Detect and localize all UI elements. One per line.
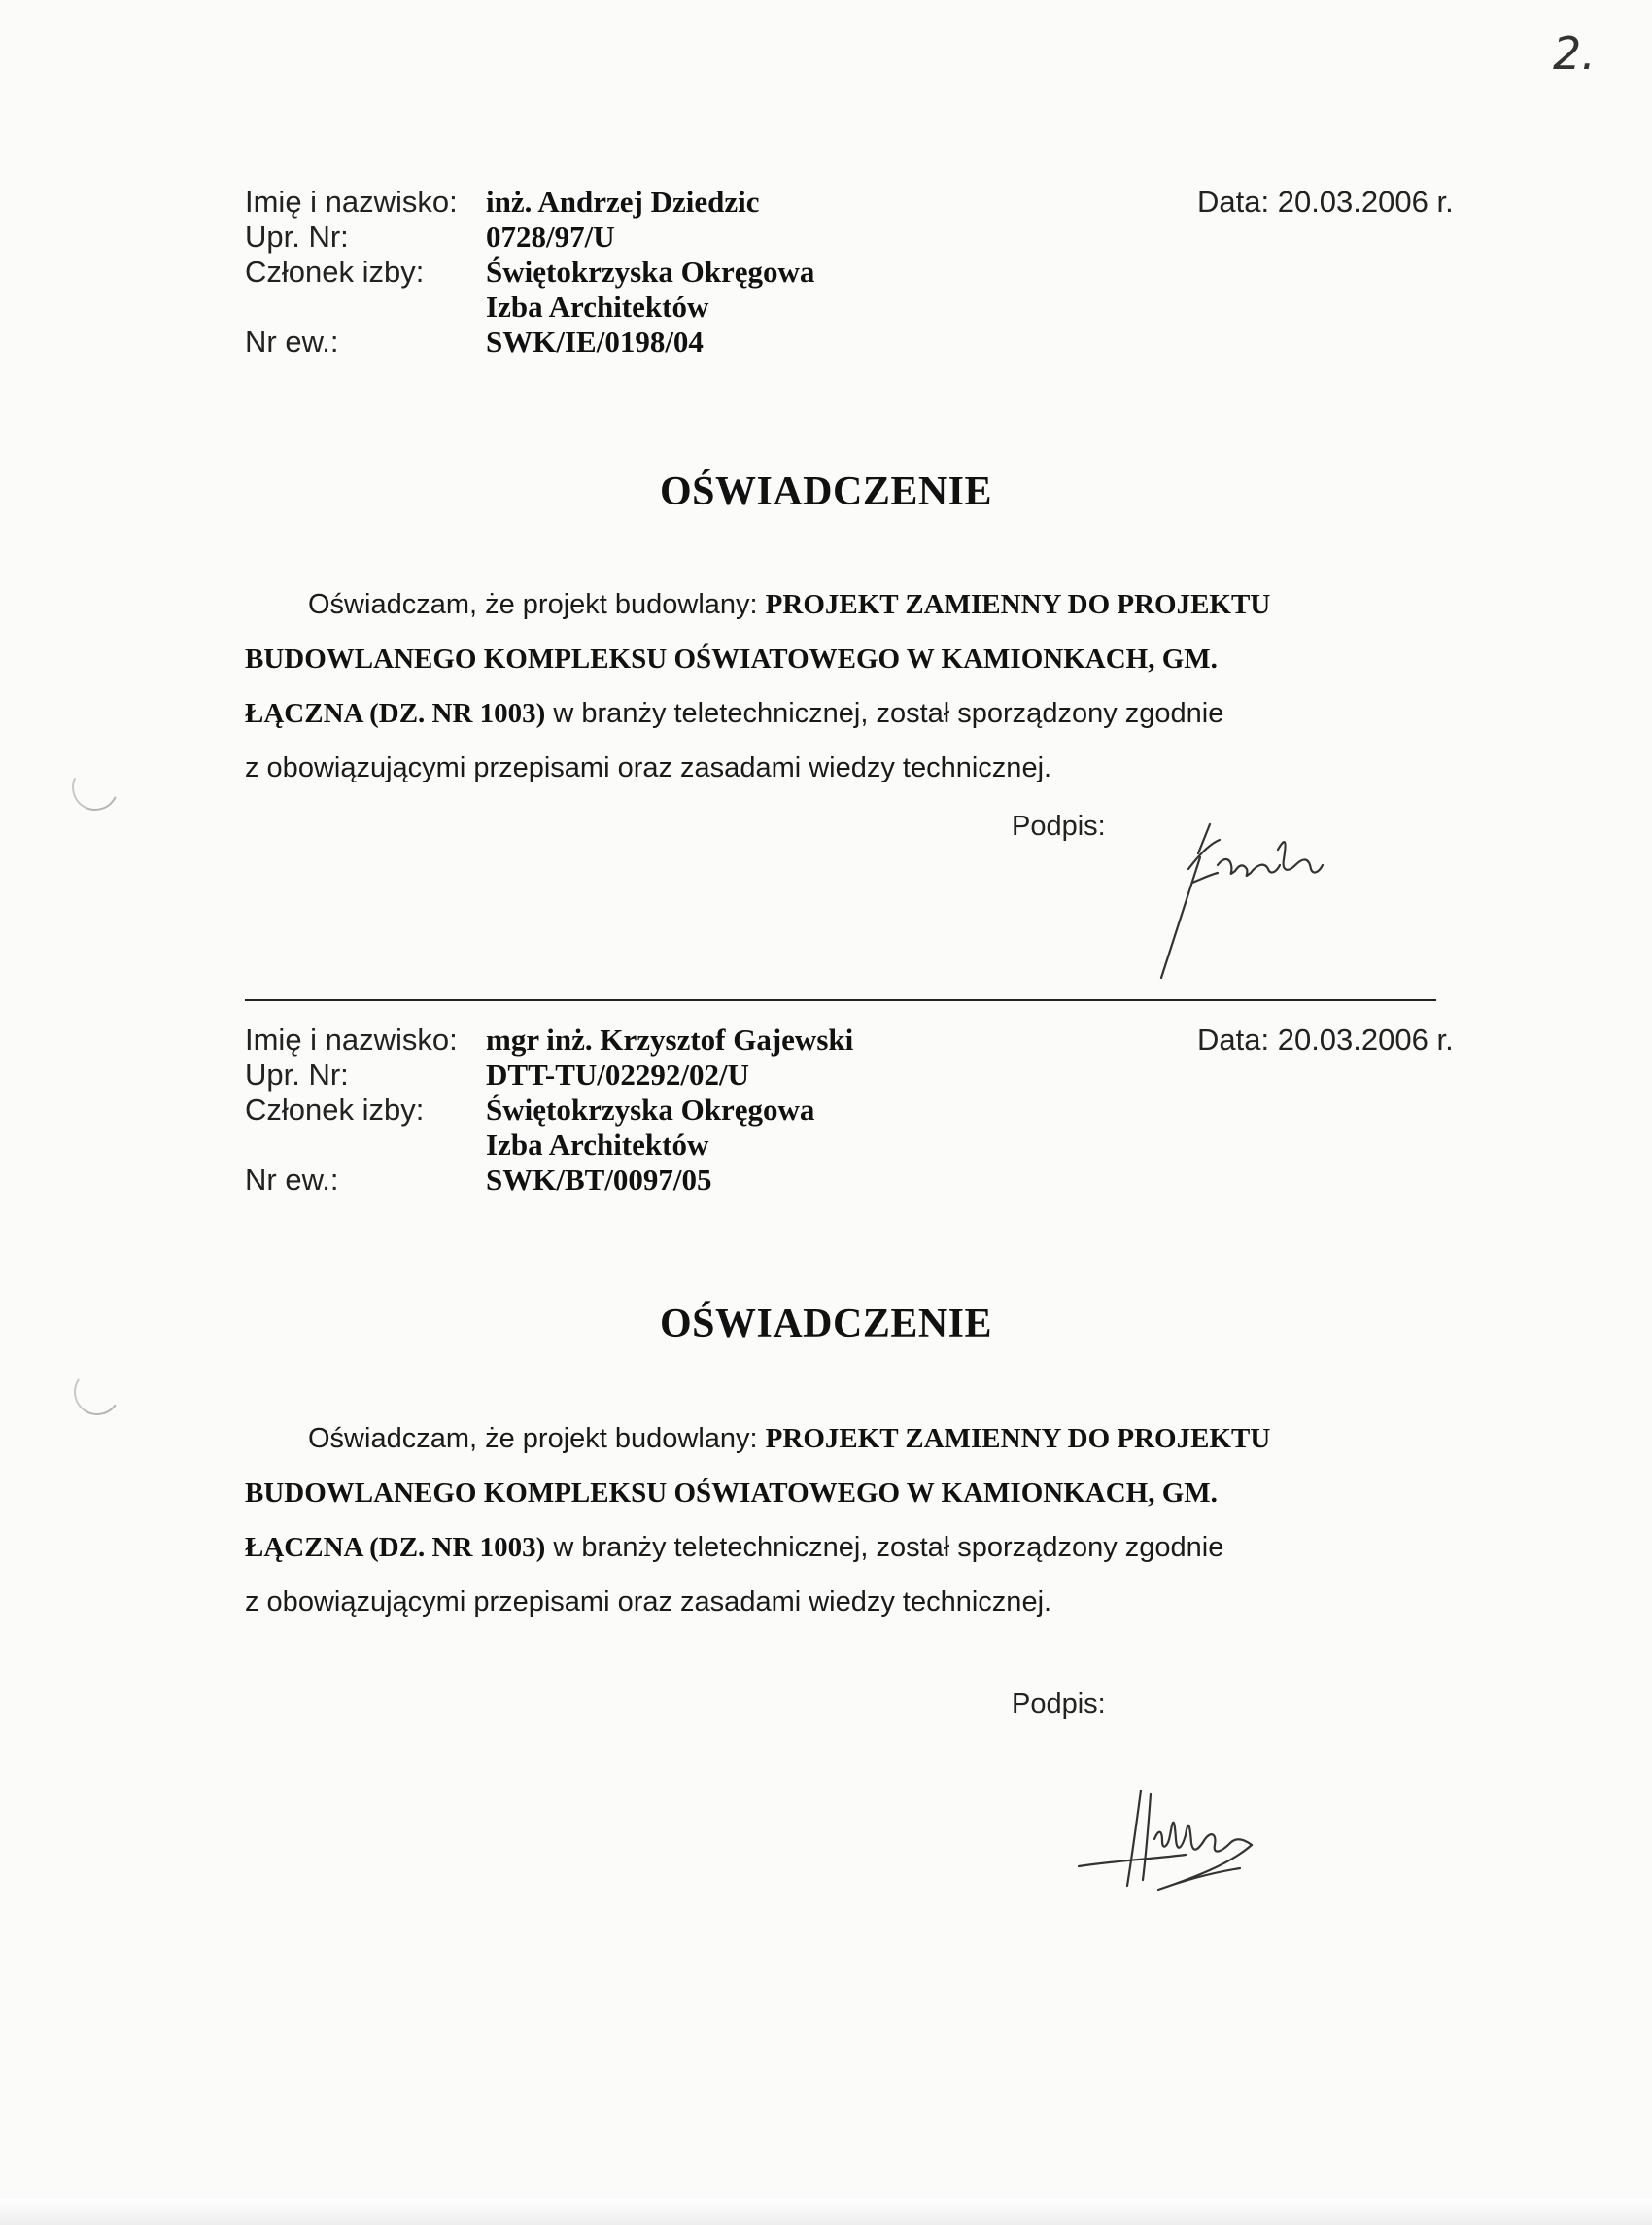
date: Data: 20.03.2006 r.: [1197, 185, 1454, 219]
name-label: Imię i nazwisko:: [245, 185, 458, 219]
statement-title: OŚWIADCZENIE: [659, 469, 993, 514]
member-value-2: Izba Architektów: [486, 1128, 709, 1162]
member-label: Członek izby:: [245, 1093, 425, 1127]
designer-details: [245, 1023, 853, 1198]
signature-2-image: [1069, 1771, 1292, 1917]
statement-title: OŚWIADCZENIE: [659, 1302, 993, 1346]
nr-label: Nr ew.:: [245, 1163, 339, 1197]
date: Data: 20.03.2006 r.: [1197, 1023, 1454, 1057]
name-value: mgr inż. Krzysztof Gajewski: [486, 1023, 854, 1057]
punch-hole-mark: [65, 757, 125, 817]
nr-label: Nr ew.:: [245, 325, 339, 359]
member-value-1: Świętokrzyska Okręgowa: [486, 255, 815, 289]
nr-value: SWK/IE/0198/04: [486, 325, 704, 359]
upr-value: 0728/97/U: [486, 220, 615, 254]
upr-label: Upr. Nr:: [245, 220, 349, 254]
scan-bottom-edge: [0, 2199, 1652, 2225]
signature-1-image: [1142, 815, 1336, 980]
page-number: 2.: [1553, 27, 1596, 80]
upr-label: Upr. Nr:: [245, 1058, 349, 1092]
signature-label: Podpis:: [1012, 1688, 1106, 1720]
signature-label: Podpis:: [1012, 811, 1106, 842]
punch-hole-mark: [70, 1365, 124, 1419]
member-value-2: Izba Architektów: [486, 290, 709, 324]
member-value-1: Świętokrzyska Okręgowa: [486, 1093, 815, 1127]
nr-value: SWK/BT/0097/05: [486, 1163, 712, 1197]
upr-value: DTT-TU/02292/02/U: [486, 1058, 750, 1092]
section-divider: [245, 999, 1436, 1001]
name-value: inż. Andrzej Dziedzic: [486, 185, 760, 219]
name-label: Imię i nazwisko:: [245, 1023, 458, 1057]
member-label: Członek izby:: [245, 255, 425, 289]
designer-details: [245, 185, 814, 360]
